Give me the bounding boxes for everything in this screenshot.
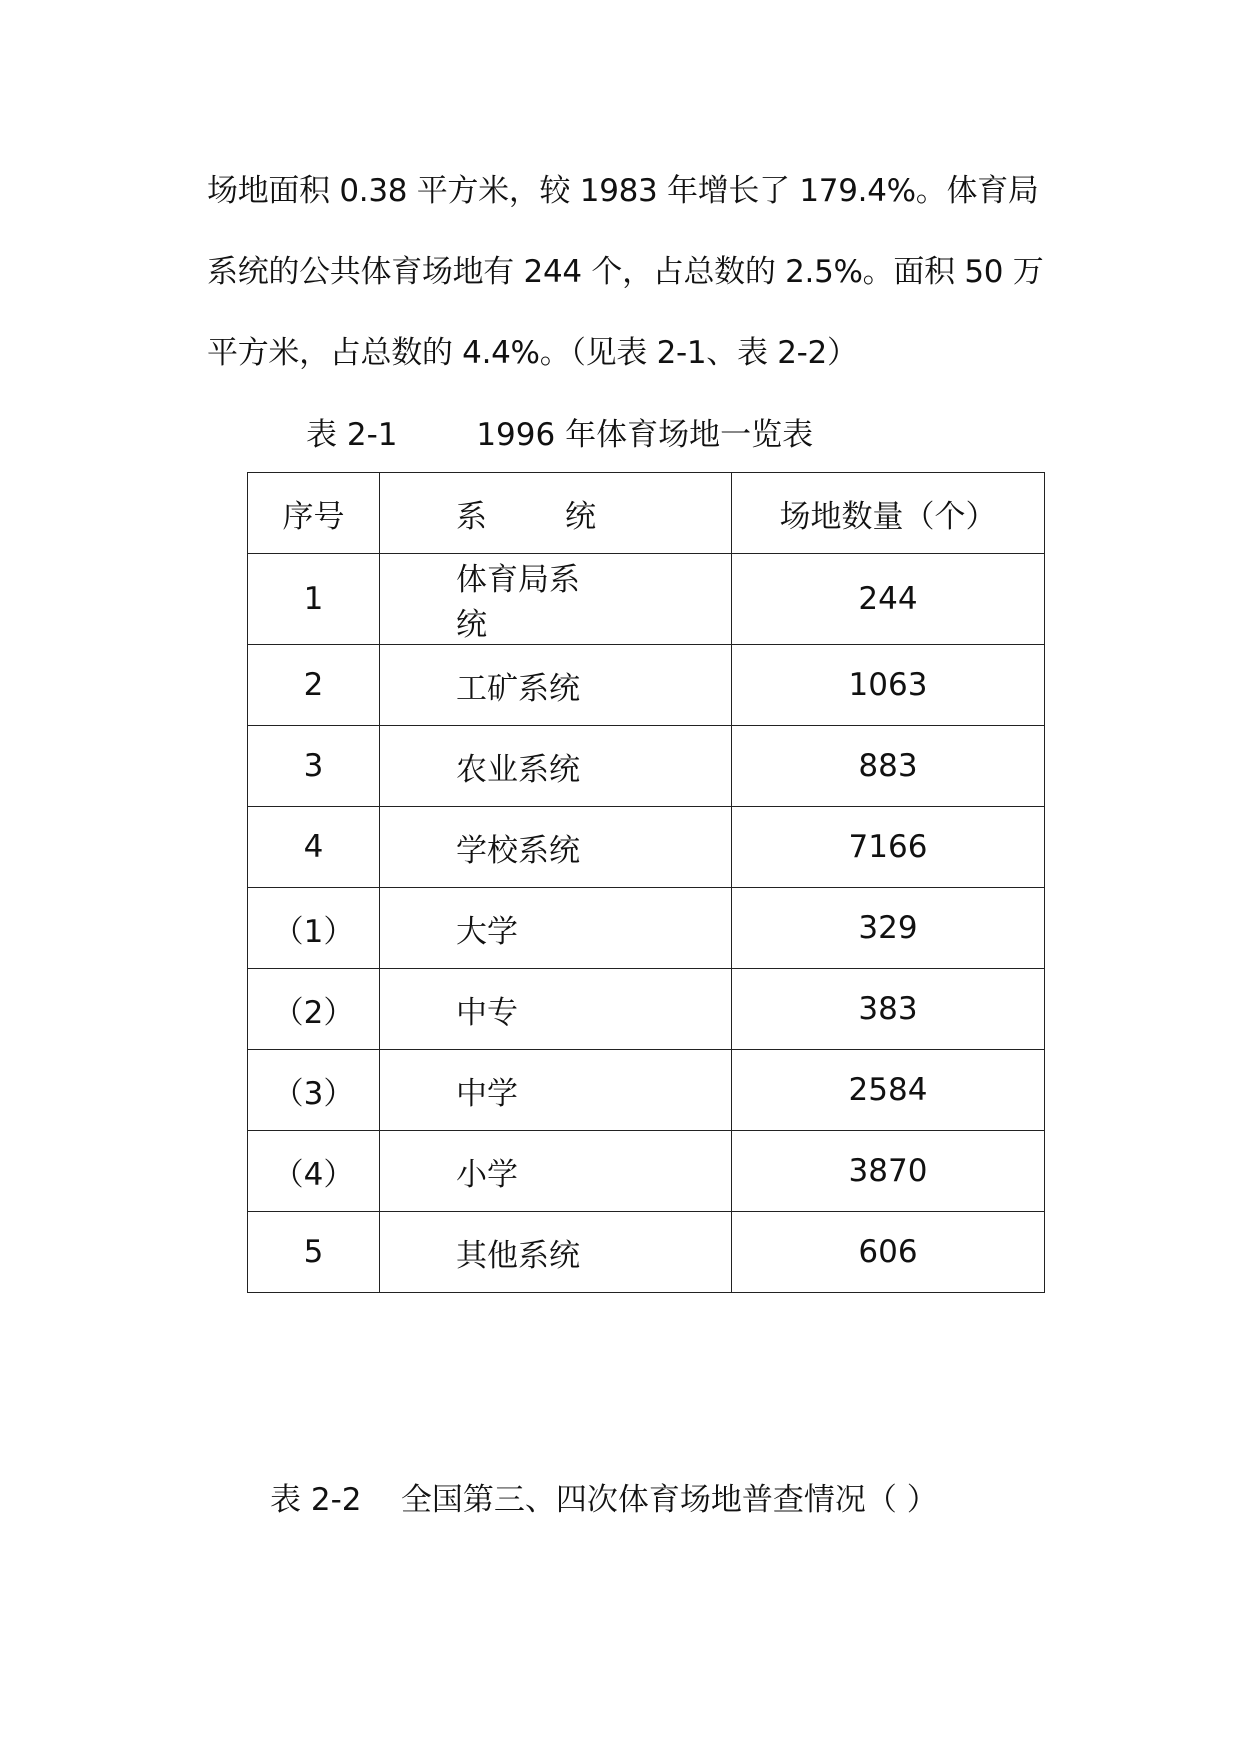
table-header-row: [248, 473, 1045, 554]
table-2-1-caption: 表 2-1 1996 年体育场地一览表: [306, 417, 814, 453]
cell-system: [380, 807, 732, 888]
cell-count: 329: [732, 888, 1045, 969]
cell-system-text: 小学: [456, 1156, 518, 1193]
table-row: [248, 807, 1045, 888]
cell-system-text: 农业系统: [456, 751, 580, 788]
cell-count: 244: [732, 554, 1045, 645]
header-system: [380, 473, 732, 554]
header-system-char-2: 统: [565, 498, 596, 535]
cell-system-text: 中专: [456, 994, 518, 1031]
cell-count: 7166: [732, 807, 1045, 888]
cell-system: [380, 888, 732, 969]
cell-system: [380, 726, 732, 807]
table-row: [248, 888, 1045, 969]
cell-serial: （2）: [248, 969, 380, 1050]
cell-system-text: 学校系统: [456, 832, 580, 869]
cell-serial: （3）: [248, 1050, 380, 1131]
table-row: [248, 554, 1045, 645]
body-paragraph-line-1: 场地面积 0.38 平方米，较 1983 年增长了 179.4%。体育局: [207, 173, 1039, 209]
header-system-char-1: 系: [456, 498, 487, 535]
cell-serial: 4: [248, 807, 380, 888]
cell-system-text: 体育局系统: [456, 562, 580, 643]
cell-count: 383: [732, 969, 1045, 1050]
cell-count: 883: [732, 726, 1045, 807]
cell-system-text: 其他系统: [456, 1237, 580, 1274]
cell-serial: 1: [248, 554, 380, 645]
body-paragraph-line-3: 平方米，占总数的 4.4%。（见表 2-1、表 2-2）: [207, 335, 858, 371]
table-row: [248, 1131, 1045, 1212]
cell-system-text: 大学: [456, 913, 518, 950]
cell-system: [380, 554, 732, 645]
cell-serial: 3: [248, 726, 380, 807]
cell-system: [380, 1212, 732, 1293]
cell-system-text: 中学: [456, 1075, 518, 1112]
cell-system: [380, 1131, 732, 1212]
table-2-2-caption: 表 2-2 全国第三、四次体育场地普查情况（ ）: [270, 1482, 938, 1518]
header-venue-count: 场地数量（个）: [732, 473, 1045, 554]
header-serial-number: 序号: [248, 473, 380, 554]
cell-serial: 5: [248, 1212, 380, 1293]
table-row: [248, 726, 1045, 807]
cell-count: 606: [732, 1212, 1045, 1293]
table-row: [248, 645, 1045, 726]
cell-count: 2584: [732, 1050, 1045, 1131]
cell-system: [380, 645, 732, 726]
table-row: [248, 1212, 1045, 1293]
cell-system: [380, 1050, 732, 1131]
table-row: [248, 969, 1045, 1050]
cell-count: 3870: [732, 1131, 1045, 1212]
cell-serial: （4）: [248, 1131, 380, 1212]
cell-serial: 2: [248, 645, 380, 726]
cell-system-text: 工矿系统: [456, 670, 580, 707]
body-paragraph-line-2: 系统的公共体育场地有 244 个，占总数的 2.5%。面积 50 万: [207, 254, 1044, 290]
cell-count: 1063: [732, 645, 1045, 726]
cell-serial: （1）: [248, 888, 380, 969]
cell-system: [380, 969, 732, 1050]
sports-venues-table: [247, 472, 1045, 1293]
table-row: [248, 1050, 1045, 1131]
